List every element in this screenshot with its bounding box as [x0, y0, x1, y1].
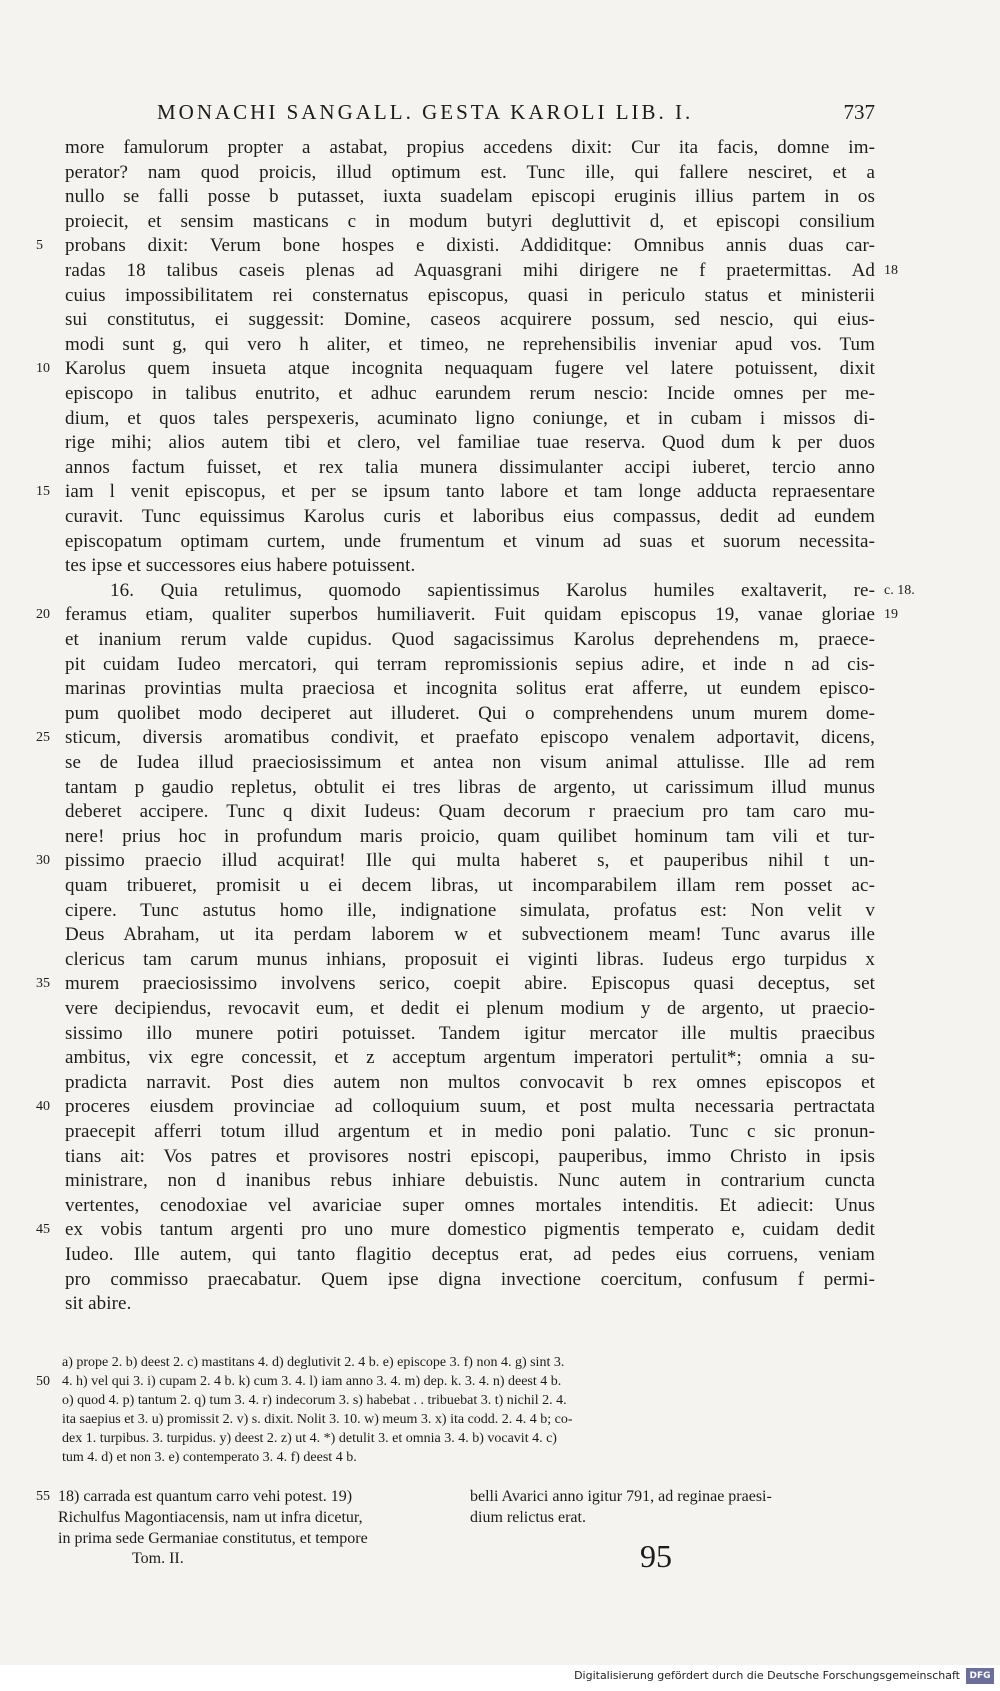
footer-bar: [0, 1665, 1000, 1691]
text-line: rige mihi; alios autem tibi et clero, vel familiae tuae reserva. Quod dum k per duos: [65, 432, 875, 454]
text-line: feramus etiam, qualiter superbos humiliaverit. Fuit quidam episcopus 19, vanae gloriae: [65, 604, 875, 626]
text-line: Karolus quem insueta atque incognita nequaquam fugere vel latere potuissent, dixit: [65, 358, 875, 380]
text-line: vertentes, cenodoxiae vel avariciae super omnes mortales intenditis. Et adiecit: Unus: [65, 1194, 875, 1216]
footnote-line: dium relictus erat.: [470, 1509, 586, 1526]
text-line: praecepit afferri totum illud argentum et in medio poni palatio. Tunc c sic pronun-: [65, 1121, 875, 1142]
signature-number: 95: [640, 1538, 672, 1574]
text-line: sit abire.: [65, 1293, 132, 1315]
apparatus-line: a) prope 2. b) deest 2. c) mastitans 4. d) deglutivit 2. 4 b. e) episcope 3. f) non 4. g) sint 3.: [62, 1355, 565, 1370]
text-line: perator? nam quod proicis, illud optimum est. Tunc ille, qui fallere nesciret, et a: [65, 161, 875, 183]
text-line: vere decipiendus, revocavit eum, et dedit ei plenum modium y de argento, ut praecio-: [65, 998, 875, 1019]
text-line: cipere. Tunc astutus homo ille, indignatione simulata, profatus est: Non velit v: [65, 899, 875, 921]
running-title: MONACHI SANGALL. GESTA KAROLI LIB. I.: [157, 100, 694, 124]
dfg-logo: DFG: [966, 1668, 994, 1684]
line-number: 20: [36, 607, 50, 623]
text-line: et inanium rerum valde cupidus. Quod sagacissimus Karolus deprehendens m, praece-: [65, 629, 875, 650]
text-line: nere! prius hoc in profundum maris proicio, quam quilibet hominum tam vili et tur-: [65, 825, 875, 847]
line-number: 25: [36, 730, 50, 746]
page-header: [95, 100, 875, 130]
margin-note: 19: [884, 607, 898, 623]
text-line: pradicta narravit. Post dies autem non multos convocavit b rex omnes episcopos et: [65, 1071, 875, 1093]
volume-label: Tom. II.: [132, 1550, 184, 1567]
text-line: dium, et quos tales perspexeris, acuminato ligno coniunge, et in cubam i missos di-: [65, 407, 875, 429]
margin-note: 18: [884, 263, 898, 278]
page-number: 737: [843, 100, 875, 124]
text-line: Deus Abraham, ut ita perdam laborem w et subvectionem meam! Tunc avarus ille: [65, 924, 875, 946]
text-line: iam l venit episcopus, et per se ipsum tanto labore et tam longe adducta repraesentare: [65, 481, 875, 503]
text-line: annos factum fuisset, et rex talia munera dissimulanter accipi iuberet, tercio anno: [65, 456, 875, 478]
text-line: se de Iudea illud praeciosissimum et antea non visum animal attulisse. Ille ad rem: [65, 752, 875, 773]
text-line: proceres eiusdem provinciae ad colloquium suum, et post multa necessaria pertractata: [65, 1096, 875, 1118]
text-line: clericus tam carum munus inhians, proposuit ei viginti libras. Iudeus ergo turpidus x: [65, 948, 875, 970]
text-line: quam tribueret, promisit u ei decem libras, ut incomparabilem illam rem posset ac-: [65, 875, 875, 896]
text-line: episcopatum optimam curtem, unde frumentum et vinum ad suas et suorum necessita-: [65, 530, 875, 552]
footnote-line: Richulfus Magontiacensis, nam ut infra dicetur,: [58, 1509, 363, 1526]
text-line: ministrare, non d inanibus rebus inhiare debuistis. Nunc autem in contrarium cuncta: [65, 1170, 875, 1192]
line-number: 35: [36, 976, 50, 992]
text-line: deberet accipere. Tunc q dixit Iudeus: Quam decorum r praecium pro tam caro mu-: [65, 801, 875, 823]
text-line: pit cuidam Iudeo mercatori, qui terram repromissionis sepius adire, et inde n ad cis-: [65, 653, 875, 675]
text-line: 16. Quia retulimus, quomodo sapientissimus Karolus humiles exaltaverit, re-: [110, 579, 875, 601]
line-number: 10: [36, 361, 50, 377]
text-line: radas 18 talibus caseis plenas ad Aquasgrani mihi dirigere ne f praetermittas. Ad: [65, 260, 875, 281]
text-line: episcopo in talibus enutrito, et adhuc earundem rerum nescio: Incide omnes per me-: [65, 383, 875, 404]
footnote-line: 18) carrada est quantum carro vehi potest. 19): [58, 1488, 353, 1505]
apparatus-line: dex 1. turpibus. 3. turpidus. y) deest 2. z) ut 4. *) detulit 3. et omnia 3. 4. b) vocavit 4. c): [62, 1431, 557, 1446]
text-line: marinas provintias multa praeciosa et incognita solitus erat afferre, ut eundem episco-: [65, 678, 875, 700]
text-line: pissimo praecio illud acquirat! Ille qui multa haberet s, et pauperibus nihil t un-: [65, 850, 875, 872]
apparatus-line: 4. h) vel qui 3. i) cupam 2. 4 b. k) cum 3. 4. l) iam anno 3. 4. m) dep. k. 3. 4. n) deest 4 b.: [62, 1374, 562, 1389]
footnote-line: belli Avarici anno igitur 791, ad reginae praesi-: [470, 1488, 772, 1505]
line-number: 50: [36, 1374, 50, 1389]
text-line: tians ait: Vos patres et provisores nostri episcopi, pauperibus, immo Christo in ipsis: [65, 1145, 875, 1167]
text-line: curavit. Tunc equissimus Karolus curis et laboribus eius compassus, dedit ad eundem: [65, 506, 875, 527]
text-line: sticum, diversis aromatibus condivit, et praefato episcopo venalem adportavit, dicens,: [65, 727, 875, 749]
text-line: sissimo illo munere potiri potuisset. Tandem igitur mercator ille multis praecibus: [65, 1022, 875, 1044]
text-line: murem praeciosissimo involvens serico, coepit abire. Episcopus quasi deceptus, set: [65, 973, 875, 995]
margin-note: c. 18.: [884, 582, 915, 598]
footnote-line: in prima sede Germaniae constitutus, et tempore: [58, 1530, 368, 1547]
text-line: pro commisso praecabatur. Quem ipse digna invectione coercitum, confusum f permi-: [65, 1268, 875, 1290]
line-number: 55: [36, 1489, 50, 1504]
text-line: ex vobis tantum argenti pro uno mure domestico pigmentis temperato e, cuidam dedit: [65, 1219, 875, 1241]
text-line: pum quolibet modo deciperet aut illuderet. Qui o comprehendens unum murem dome-: [65, 702, 875, 724]
text-line: proiecit, et sensim masticans c in modum butyri degluttivit d, et episcopi consilium: [65, 210, 875, 232]
text-line: modi sunt g, qui vero h aliter, et timeo, ne reprehensibilis inveniar apud vos. Tum: [65, 333, 875, 355]
apparatus-line: tum 4. d) et non 3. e) contemperato 3. 4. f) deest 4 b.: [62, 1450, 357, 1465]
text-line: tes ipse et successores eius habere potuissent.: [65, 555, 416, 577]
text-line: nullo se falli posse b putasset, iuxta suadelam episcopi eruginis illius partem in os: [65, 186, 875, 208]
line-number: 45: [36, 1222, 50, 1238]
line-number: 40: [36, 1099, 50, 1115]
text-line: cuius impossibilitatem rei consternatus episcopus, quasi in periculo status et ministerii: [65, 284, 875, 306]
apparatus-line: o) quod 4. p) tantum 2. q) tum 3. 4. r) indecorum 3. s) habebat . . tribuebat 3. t) nichil 2. 4.: [62, 1393, 567, 1408]
text-line: tantam p gaudio repletus, obtulit ei tres libras de argento, ut carissimum illud munus: [65, 776, 875, 798]
apparatus-line: ita saepius et 3. u) promissit 2. v) s. dixit. Nolit 3. 10. w) meum 3. x) ita codd. 2. 4. 4 b; co-: [62, 1412, 573, 1427]
line-number: 30: [36, 853, 50, 869]
funding-notice: Digitalisierung gefördert durch die Deutsche Forschungsgemeinschaft: [574, 1669, 960, 1682]
text-line: Iudeo. Ille autem, qui tanto flagitio deceptus erat, ad pedes eius corruens, veniam: [65, 1244, 875, 1265]
text-line: more famulorum propter a astabat, propius accedens dixit: Cur ita facis, domne im-: [65, 137, 875, 158]
text-line: ambitus, vix egre concessit, et z acceptum argentum imperatori pertulit*; omnia a su-: [65, 1047, 875, 1069]
line-number: 5: [36, 238, 43, 254]
text-line: probans dixit: Verum bone hospes e dixisti. Addiditque: Omnibus annis duas car-: [65, 235, 875, 257]
line-number: 15: [36, 484, 50, 500]
text-line: sui constitutus, ei suggessit: Domine, caseos acquirere possum, sed nescio, qui eius-: [65, 309, 875, 331]
